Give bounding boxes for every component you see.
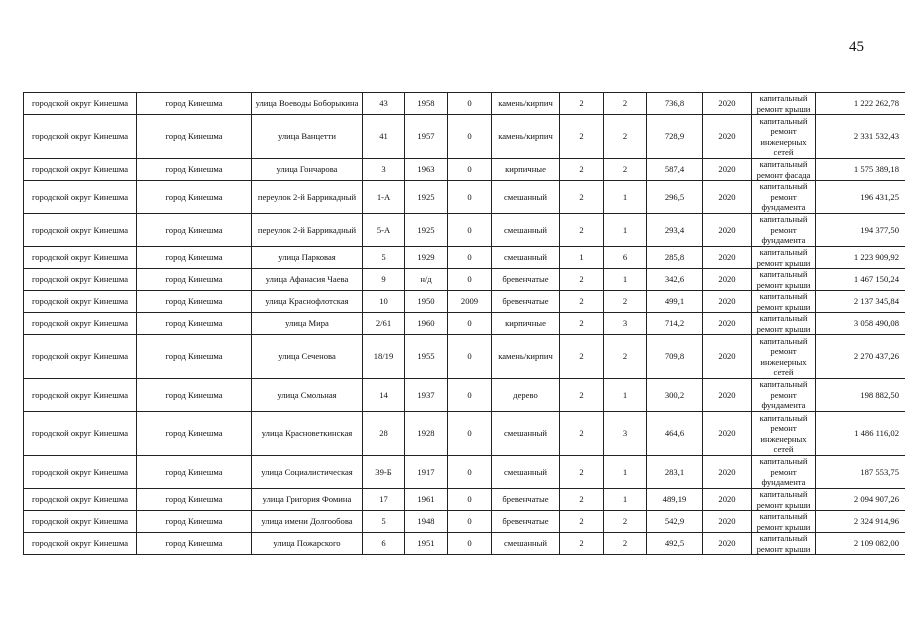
work-type-cell: капитальный ремонт крыши [752, 247, 816, 269]
cost-cell: 2 094 907,26 [816, 489, 905, 511]
year-built-cell: 1950 [405, 291, 448, 313]
wall-material-cell: бревенчатые [492, 291, 560, 313]
settlement-cell: город Кинешма [137, 93, 252, 115]
floors-max-cell: 2 [604, 533, 647, 555]
table-row [24, 533, 905, 555]
wall-material-cell: смешанный [492, 533, 560, 555]
wall-material-cell: бревенчатые [492, 269, 560, 291]
area-cell: 714,2 [647, 313, 703, 335]
street-cell: переулок 2-й Баррикадный [252, 181, 363, 214]
table-row [24, 379, 905, 412]
year-built-cell: 1948 [405, 511, 448, 533]
area-cell: 285,8 [647, 247, 703, 269]
year-overhaul-cell: 0 [448, 335, 492, 379]
floors-max-cell: 1 [604, 181, 647, 214]
settlement-cell: город Кинешма [137, 269, 252, 291]
floors-max-cell: 2 [604, 115, 647, 159]
table-row [24, 335, 905, 379]
year-built-cell: 1928 [405, 412, 448, 456]
floors-max-cell: 2 [604, 291, 647, 313]
work-type-cell: капитальный ремонт крыши [752, 511, 816, 533]
year-built-cell: н/д [405, 269, 448, 291]
street-cell: улица Социалистическая [252, 456, 363, 489]
settlement-cell: город Кинешма [137, 214, 252, 247]
street-cell: улица Пожарского [252, 533, 363, 555]
house-number-cell: 17 [363, 489, 405, 511]
floors-max-cell: 1 [604, 489, 647, 511]
year-overhaul-cell: 0 [448, 456, 492, 489]
municipality-cell: городской округ Кинешма [24, 291, 137, 313]
area-cell: 587,4 [647, 159, 703, 181]
work-type-cell: капитальный ремонт фундамента [752, 181, 816, 214]
floors-max-cell: 1 [604, 269, 647, 291]
plan-year-cell: 2020 [703, 247, 752, 269]
work-type-cell: капитальный ремонт крыши [752, 269, 816, 291]
house-number-cell: 10 [363, 291, 405, 313]
plan-year-cell: 2020 [703, 379, 752, 412]
plan-year-cell: 2020 [703, 489, 752, 511]
floors-min-cell: 2 [560, 181, 604, 214]
house-number-cell: 1-А [363, 181, 405, 214]
wall-material-cell: смешанный [492, 412, 560, 456]
area-cell: 283,1 [647, 456, 703, 489]
table-row [24, 181, 905, 214]
year-overhaul-cell: 2009 [448, 291, 492, 313]
wall-material-cell: смешанный [492, 247, 560, 269]
house-number-cell: 28 [363, 412, 405, 456]
plan-year-cell: 2020 [703, 335, 752, 379]
settlement-cell: город Кинешма [137, 412, 252, 456]
wall-material-cell: бревенчатые [492, 489, 560, 511]
year-built-cell: 1963 [405, 159, 448, 181]
area-cell: 489,19 [647, 489, 703, 511]
wall-material-cell: смешанный [492, 214, 560, 247]
settlement-cell: город Кинешма [137, 181, 252, 214]
wall-material-cell: камень/кирпич [492, 115, 560, 159]
settlement-cell: город Кинешма [137, 159, 252, 181]
year-overhaul-cell: 0 [448, 412, 492, 456]
repair-program-table [23, 92, 905, 555]
cost-cell: 2 270 437,26 [816, 335, 905, 379]
page-number: 45 [849, 39, 864, 55]
municipality-cell: городской округ Кинешма [24, 379, 137, 412]
cost-cell: 187 553,75 [816, 456, 905, 489]
wall-material-cell: кирпичные [492, 159, 560, 181]
cost-cell: 3 058 490,08 [816, 313, 905, 335]
year-overhaul-cell: 0 [448, 511, 492, 533]
wall-material-cell: смешанный [492, 181, 560, 214]
house-number-cell: 2/61 [363, 313, 405, 335]
settlement-cell: город Кинешма [137, 291, 252, 313]
street-cell: улица Мира [252, 313, 363, 335]
house-number-cell: 14 [363, 379, 405, 412]
street-cell: улица Афанасия Чаева [252, 269, 363, 291]
settlement-cell: город Кинешма [137, 247, 252, 269]
table-row [24, 159, 905, 181]
house-number-cell: 43 [363, 93, 405, 115]
work-type-cell: капитальный ремонт крыши [752, 291, 816, 313]
wall-material-cell: кирпичные [492, 313, 560, 335]
municipality-cell: городской округ Кинешма [24, 412, 137, 456]
cost-cell: 194 377,50 [816, 214, 905, 247]
plan-year-cell: 2020 [703, 313, 752, 335]
cost-cell: 2 324 914,96 [816, 511, 905, 533]
area-cell: 542,9 [647, 511, 703, 533]
municipality-cell: городской округ Кинешма [24, 269, 137, 291]
table-row [24, 313, 905, 335]
wall-material-cell: дерево [492, 379, 560, 412]
municipality-cell: городской округ Кинешма [24, 214, 137, 247]
floors-min-cell: 2 [560, 269, 604, 291]
municipality-cell: городской округ Кинешма [24, 181, 137, 214]
floors-min-cell: 2 [560, 456, 604, 489]
year-built-cell: 1960 [405, 313, 448, 335]
settlement-cell: город Кинешма [137, 379, 252, 412]
year-built-cell: 1951 [405, 533, 448, 555]
year-overhaul-cell: 0 [448, 159, 492, 181]
work-type-cell: капитальный ремонт крыши [752, 489, 816, 511]
floors-min-cell: 2 [560, 115, 604, 159]
table-row [24, 412, 905, 456]
cost-cell: 1 575 389,18 [816, 159, 905, 181]
street-cell: улица Ванцетти [252, 115, 363, 159]
settlement-cell: город Кинешма [137, 489, 252, 511]
area-cell: 464,6 [647, 412, 703, 456]
work-type-cell: капитальный ремонт фундамента [752, 214, 816, 247]
wall-material-cell: камень/кирпич [492, 335, 560, 379]
year-built-cell: 1929 [405, 247, 448, 269]
municipality-cell: городской округ Кинешма [24, 335, 137, 379]
plan-year-cell: 2020 [703, 269, 752, 291]
house-number-cell: 39-Б [363, 456, 405, 489]
floors-max-cell: 3 [604, 313, 647, 335]
area-cell: 728,9 [647, 115, 703, 159]
plan-year-cell: 2020 [703, 511, 752, 533]
year-built-cell: 1937 [405, 379, 448, 412]
table-body [24, 93, 905, 555]
floors-min-cell: 2 [560, 159, 604, 181]
table-row [24, 291, 905, 313]
work-type-cell: капитальный ремонт крыши [752, 533, 816, 555]
work-type-cell: капитальный ремонт крыши [752, 93, 816, 115]
house-number-cell: 5-А [363, 214, 405, 247]
year-overhaul-cell: 0 [448, 313, 492, 335]
work-type-cell: капитальный ремонт фундамента [752, 456, 816, 489]
cost-cell: 1 467 150,24 [816, 269, 905, 291]
year-overhaul-cell: 0 [448, 247, 492, 269]
area-cell: 709,8 [647, 335, 703, 379]
house-number-cell: 9 [363, 269, 405, 291]
floors-min-cell: 2 [560, 533, 604, 555]
year-overhaul-cell: 0 [448, 489, 492, 511]
plan-year-cell: 2020 [703, 181, 752, 214]
floors-min-cell: 2 [560, 335, 604, 379]
year-built-cell: 1917 [405, 456, 448, 489]
municipality-cell: городской округ Кинешма [24, 456, 137, 489]
floors-max-cell: 1 [604, 456, 647, 489]
settlement-cell: город Кинешма [137, 335, 252, 379]
floors-min-cell: 2 [560, 93, 604, 115]
floors-min-cell: 1 [560, 247, 604, 269]
table-row [24, 93, 905, 115]
settlement-cell: город Кинешма [137, 313, 252, 335]
floors-max-cell: 1 [604, 214, 647, 247]
year-built-cell: 1957 [405, 115, 448, 159]
year-built-cell: 1925 [405, 181, 448, 214]
work-type-cell: капитальный ремонт крыши [752, 313, 816, 335]
table-row [24, 214, 905, 247]
municipality-cell: городской округ Кинешма [24, 247, 137, 269]
settlement-cell: город Кинешма [137, 511, 252, 533]
cost-cell: 1 486 116,02 [816, 412, 905, 456]
house-number-cell: 6 [363, 533, 405, 555]
area-cell: 736,8 [647, 93, 703, 115]
cost-cell: 1 223 909,92 [816, 247, 905, 269]
year-overhaul-cell: 0 [448, 269, 492, 291]
house-number-cell: 5 [363, 247, 405, 269]
house-number-cell: 5 [363, 511, 405, 533]
year-overhaul-cell: 0 [448, 181, 492, 214]
year-built-cell: 1961 [405, 489, 448, 511]
street-cell: улица Гончарова [252, 159, 363, 181]
municipality-cell: городской округ Кинешма [24, 159, 137, 181]
wall-material-cell: бревенчатые [492, 511, 560, 533]
table-row [24, 247, 905, 269]
street-cell: улица Красноветкинская [252, 412, 363, 456]
floors-max-cell: 6 [604, 247, 647, 269]
street-cell: улица Парковая [252, 247, 363, 269]
floors-max-cell: 3 [604, 412, 647, 456]
table-row [24, 456, 905, 489]
cost-cell: 196 431,25 [816, 181, 905, 214]
house-number-cell: 18/19 [363, 335, 405, 379]
floors-max-cell: 2 [604, 335, 647, 379]
table-row [24, 489, 905, 511]
street-cell: улица Смольная [252, 379, 363, 412]
table-row [24, 269, 905, 291]
wall-material-cell: камень/кирпич [492, 93, 560, 115]
floors-min-cell: 2 [560, 313, 604, 335]
floors-max-cell: 2 [604, 511, 647, 533]
street-cell: улица Краснофлотская [252, 291, 363, 313]
plan-year-cell: 2020 [703, 214, 752, 247]
floors-min-cell: 2 [560, 379, 604, 412]
work-type-cell: капитальный ремонт инженерных сетей [752, 412, 816, 456]
floors-max-cell: 2 [604, 93, 647, 115]
year-overhaul-cell: 0 [448, 115, 492, 159]
street-cell: улица Воеводы Боборыкина [252, 93, 363, 115]
plan-year-cell: 2020 [703, 159, 752, 181]
street-cell: улица имени Долгообова [252, 511, 363, 533]
year-overhaul-cell: 0 [448, 214, 492, 247]
floors-min-cell: 2 [560, 412, 604, 456]
street-cell: улица Сеченова [252, 335, 363, 379]
table-row [24, 511, 905, 533]
cost-cell: 2 137 345,84 [816, 291, 905, 313]
floors-min-cell: 2 [560, 214, 604, 247]
wall-material-cell: смешанный [492, 456, 560, 489]
municipality-cell: городской округ Кинешма [24, 489, 137, 511]
work-type-cell: капитальный ремонт инженерных сетей [752, 335, 816, 379]
municipality-cell: городской округ Кинешма [24, 313, 137, 335]
floors-min-cell: 2 [560, 489, 604, 511]
settlement-cell: город Кинешма [137, 456, 252, 489]
area-cell: 492,5 [647, 533, 703, 555]
municipality-cell: городской округ Кинешма [24, 511, 137, 533]
work-type-cell: капитальный ремонт инженерных сетей [752, 115, 816, 159]
floors-max-cell: 1 [604, 379, 647, 412]
municipality-cell: городской округ Кинешма [24, 533, 137, 555]
plan-year-cell: 2020 [703, 93, 752, 115]
settlement-cell: город Кинешма [137, 533, 252, 555]
cost-cell: 198 882,50 [816, 379, 905, 412]
table-row [24, 115, 905, 159]
year-overhaul-cell: 0 [448, 93, 492, 115]
floors-min-cell: 2 [560, 511, 604, 533]
cost-cell: 1 222 262,78 [816, 93, 905, 115]
street-cell: улица Григория Фомина [252, 489, 363, 511]
settlement-cell: город Кинешма [137, 115, 252, 159]
floors-min-cell: 2 [560, 291, 604, 313]
area-cell: 499,1 [647, 291, 703, 313]
plan-year-cell: 2020 [703, 115, 752, 159]
plan-year-cell: 2020 [703, 291, 752, 313]
plan-year-cell: 2020 [703, 412, 752, 456]
year-built-cell: 1958 [405, 93, 448, 115]
year-overhaul-cell: 0 [448, 533, 492, 555]
plan-year-cell: 2020 [703, 456, 752, 489]
year-built-cell: 1955 [405, 335, 448, 379]
area-cell: 342,6 [647, 269, 703, 291]
area-cell: 300,2 [647, 379, 703, 412]
cost-cell: 2 331 532,43 [816, 115, 905, 159]
floors-max-cell: 2 [604, 159, 647, 181]
year-overhaul-cell: 0 [448, 379, 492, 412]
house-number-cell: 3 [363, 159, 405, 181]
area-cell: 296,5 [647, 181, 703, 214]
year-built-cell: 1925 [405, 214, 448, 247]
work-type-cell: капитальный ремонт фундамента [752, 379, 816, 412]
house-number-cell: 41 [363, 115, 405, 159]
municipality-cell: городской округ Кинешма [24, 93, 137, 115]
municipality-cell: городской округ Кинешма [24, 115, 137, 159]
work-type-cell: капитальный ремонт фасада [752, 159, 816, 181]
cost-cell: 2 109 082,00 [816, 533, 905, 555]
plan-year-cell: 2020 [703, 533, 752, 555]
area-cell: 293,4 [647, 214, 703, 247]
street-cell: переулок 2-й Баррикадный [252, 214, 363, 247]
